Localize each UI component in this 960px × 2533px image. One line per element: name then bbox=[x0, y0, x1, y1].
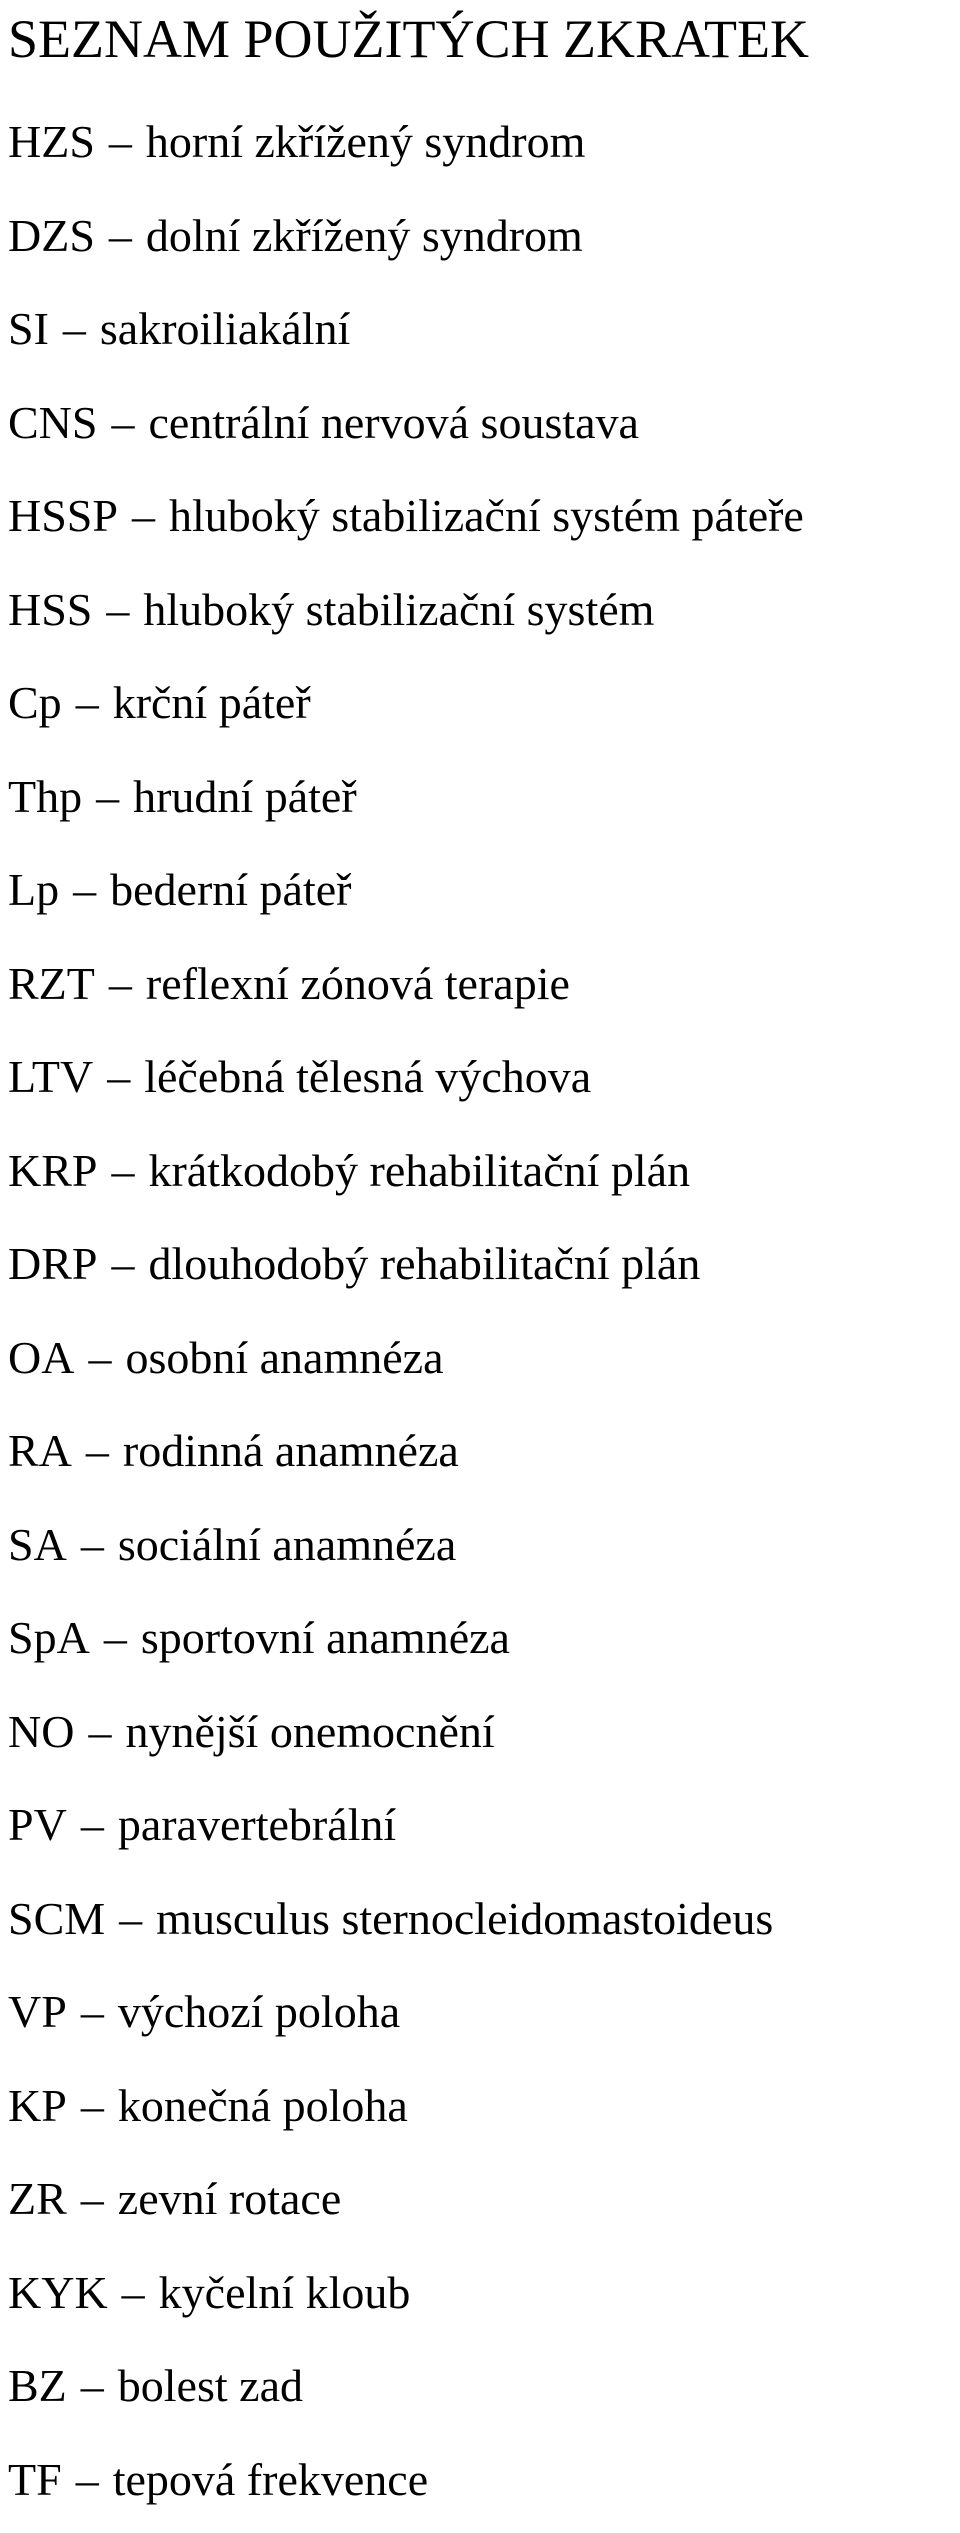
separator-dash: – bbox=[111, 1131, 134, 1211]
abbreviation-list bbox=[8, 102, 804, 2533]
separator-dash: – bbox=[104, 1598, 127, 1678]
separator-dash: – bbox=[73, 850, 96, 930]
abbreviation-entry bbox=[8, 102, 804, 196]
abbreviation-entry bbox=[8, 663, 804, 757]
separator-dash: – bbox=[109, 944, 132, 1024]
abbreviation: Thp bbox=[8, 771, 82, 822]
abbreviation-meaning: tepová frekvence bbox=[113, 2454, 428, 2505]
abbreviation: LTV bbox=[8, 1051, 93, 1102]
abbreviation-entry bbox=[8, 2346, 804, 2440]
abbreviation-meaning: léčebná tělesná výchova bbox=[144, 1051, 591, 1102]
abbreviation-meaning: hluboký stabilizační systém bbox=[143, 584, 654, 635]
separator-dash: – bbox=[111, 383, 134, 463]
page-title: SEZNAM POUŽITÝCH ZKRATEK bbox=[8, 4, 809, 74]
abbreviation: SCM bbox=[8, 1893, 105, 1944]
separator-dash: – bbox=[88, 1318, 111, 1398]
abbreviation-entry bbox=[8, 2066, 804, 2160]
abbreviation: PV bbox=[8, 1799, 67, 1850]
separator-dash: – bbox=[81, 2159, 104, 2239]
abbreviation: Lp bbox=[8, 864, 59, 915]
separator-dash: – bbox=[96, 757, 119, 837]
abbreviation-entry bbox=[8, 2253, 804, 2347]
separator-dash: – bbox=[132, 476, 155, 556]
abbreviation-meaning: zevní rotace bbox=[118, 2173, 341, 2224]
separator-dash: – bbox=[106, 570, 129, 650]
abbreviation-meaning: krční páteř bbox=[113, 677, 311, 728]
abbreviation-entry bbox=[8, 944, 804, 1038]
abbreviation: HSS bbox=[8, 584, 92, 635]
abbreviation: CNS bbox=[8, 397, 97, 448]
abbreviation: VP bbox=[8, 1986, 67, 2037]
abbreviation-entry bbox=[8, 476, 804, 570]
abbreviation-entry bbox=[8, 1037, 804, 1131]
separator-dash: – bbox=[81, 2346, 104, 2426]
abbreviation: KYK bbox=[8, 2267, 108, 2318]
abbreviation-entry bbox=[8, 1598, 804, 1692]
separator-dash: – bbox=[76, 663, 99, 743]
abbreviation-meaning: výchozí poloha bbox=[118, 1986, 400, 2037]
abbreviation-meaning: dlouhodobý rehabilitační plán bbox=[148, 1238, 700, 1289]
abbreviation-meaning: bolest zad bbox=[118, 2360, 303, 2411]
abbreviation-meaning: rodinná anamnéza bbox=[123, 1425, 459, 1476]
separator-dash: – bbox=[119, 1879, 142, 1959]
abbreviation-entry bbox=[8, 289, 804, 383]
abbreviation: KRP bbox=[8, 1145, 97, 1196]
separator-dash: – bbox=[88, 1692, 111, 1772]
abbreviation-entry bbox=[8, 1972, 804, 2066]
abbreviation-entry bbox=[8, 1318, 804, 1412]
abbreviation-meaning: osobní anamnéza bbox=[125, 1332, 443, 1383]
separator-dash: – bbox=[81, 1972, 104, 2052]
abbreviation: HZS bbox=[8, 116, 95, 167]
separator-dash: – bbox=[81, 1785, 104, 1865]
abbreviation-entry bbox=[8, 850, 804, 944]
abbreviation-entry bbox=[8, 757, 804, 851]
abbreviation: DRP bbox=[8, 1238, 97, 1289]
abbreviation: ZR bbox=[8, 2173, 67, 2224]
abbreviation-meaning: krátkodobý rehabilitační plán bbox=[148, 1145, 690, 1196]
separator-dash: – bbox=[109, 102, 132, 182]
abbreviation-entry bbox=[8, 570, 804, 664]
abbreviation-meaning: kyčelní kloub bbox=[159, 2267, 411, 2318]
separator-dash: – bbox=[63, 289, 86, 369]
abbreviation-meaning: musculus sternocleidomastoideus bbox=[156, 1893, 773, 1944]
abbreviation: SI bbox=[8, 303, 49, 354]
abbreviation-entry bbox=[8, 1692, 804, 1786]
abbreviation-meaning: bederní páteř bbox=[110, 864, 351, 915]
abbreviation: Cp bbox=[8, 677, 62, 728]
abbreviation-meaning: konečná poloha bbox=[118, 2080, 408, 2131]
abbreviation-meaning: sportovní anamnéza bbox=[141, 1612, 510, 1663]
separator-dash: – bbox=[109, 196, 132, 276]
abbreviation: HSSP bbox=[8, 490, 118, 541]
abbreviation: KP bbox=[8, 2080, 67, 2131]
abbreviation-entry bbox=[8, 383, 804, 477]
abbreviation-meaning: centrální nervová soustava bbox=[148, 397, 638, 448]
separator-dash: – bbox=[76, 2440, 99, 2520]
abbreviation-meaning: paravertebrální bbox=[118, 1799, 396, 1850]
separator-dash: – bbox=[122, 2253, 145, 2333]
separator-dash: – bbox=[107, 1037, 130, 1117]
abbreviation-entry bbox=[8, 196, 804, 290]
abbreviation: DZS bbox=[8, 210, 95, 261]
separator-dash: – bbox=[111, 1224, 134, 1304]
abbreviation-meaning: horní zkřížený syndrom bbox=[146, 116, 585, 167]
abbreviation-meaning: hluboký stabilizační systém páteře bbox=[169, 490, 804, 541]
separator-dash: – bbox=[81, 2066, 104, 2146]
abbreviation: SpA bbox=[8, 1612, 90, 1663]
abbreviation-meaning: reflexní zónová terapie bbox=[146, 958, 570, 1009]
abbreviation: OA bbox=[8, 1332, 74, 1383]
abbreviation: BZ bbox=[8, 2360, 67, 2411]
separator-dash: – bbox=[86, 1411, 109, 1491]
abbreviation: RZT bbox=[8, 958, 95, 1009]
abbreviation-entry bbox=[8, 2159, 804, 2253]
abbreviation-meaning: hrudní páteř bbox=[133, 771, 357, 822]
abbreviation-meaning: sociální anamnéza bbox=[118, 1519, 456, 1570]
abbreviation-entry bbox=[8, 1224, 804, 1318]
abbreviation-meaning: nynější onemocnění bbox=[125, 1706, 494, 1757]
separator-dash: – bbox=[81, 1505, 104, 1585]
abbreviation: SA bbox=[8, 1519, 67, 1570]
abbreviation-entry bbox=[8, 1505, 804, 1599]
abbreviation: RA bbox=[8, 1425, 72, 1476]
abbreviation: NO bbox=[8, 1706, 74, 1757]
abbreviation-entry bbox=[8, 1411, 804, 1505]
abbreviation-entry bbox=[8, 1785, 804, 1879]
abbreviation-meaning: dolní zkřížený syndrom bbox=[146, 210, 583, 261]
abbreviation-entry bbox=[8, 1131, 804, 1225]
abbreviation-entry bbox=[8, 2440, 804, 2533]
abbreviation-entry bbox=[8, 1879, 804, 1973]
abbreviation: TF bbox=[8, 2454, 62, 2505]
abbreviation-meaning: sakroiliakální bbox=[100, 303, 350, 354]
